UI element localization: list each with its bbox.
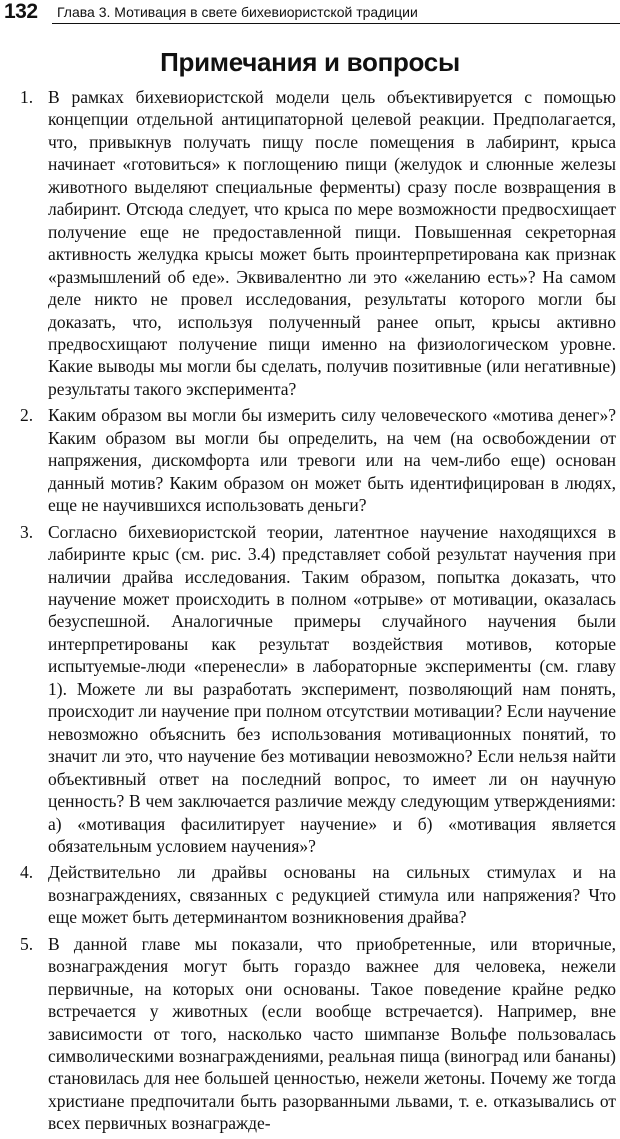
list-item (0, 86, 620, 400)
running-head: Глава 3. Мотивация в свете бихевиористской традиции (57, 4, 418, 20)
item-text: Действительно ли драйвы основаны на сильных стимулах и на вознаграждениях, связанных с редукцией стимула или напряжения? Что еще может быть детерминантом возникновения драйва? (48, 862, 616, 928)
section-title: Примечания и вопросы (160, 47, 460, 77)
item-text: В данной главе мы показали, что приобретенные, или вторичные, вознаграждения могут быть гораздо важнее для человека, нежели первичные, на которых они основаны. Такое поведение крайне редко встречается у животных (если вообще встречается). Например, вне зависимости от того, насколько часто шимпанзе Вольфе пользовалась символическими вознаграждениями, реальная пища (виноград или бананы) становилась для нее большей ценностью, нежели жетоны. Почему же тогда христиане предпочитали быть разорванными львами, т. е. отказывались от всех первичных вознагражде- (48, 933, 616, 1134)
item-number: 3. (20, 521, 34, 542)
page-header (0, 0, 620, 26)
item-text: В рамках бихевиористской модели цель объективируется с помощью концепции отдельной антиципаторной целевой реакции. Предполагается, что, привыкнув получать пищу после помещения в лабиринт, крыса начинает «готовиться» к поглощению пищи (желудок и слюнные железы животного выделяют специальные ферменты) сразу после возвращения в лабиринт. Отсюда следует, что крыса по мере возможности предвосхищает получение еще не предоставленной пищи. Повышенная секреторная активность желудка крысы может быть проинтерпретирована как признак «размышлений об еде». Эквивалентно ли это «желанию есть»? На самом деле никто не провел исследования, результаты которого могли бы доказать, что, используя полученный ранее опыт, крысы активно предвосхищают получение пищи именно на физиологическом уровне. Какие выводы мы могли бы сделать, получив позитивные (или негативные) результаты такого эксперимента? (48, 87, 616, 399)
list-item (0, 404, 620, 516)
item-text: Согласно бихевиористской теории, латентное научение находящихся в лабиринте крыс (см. рис. 3.4) представляет собой результат научения при наличии драйва исследования. Таким образом, попытка доказать, что научение может происходить в полном «отрыве» от мотивации, оказалась безуспешной. Аналогичные примеры случайного научения были интерпретированы как результат воздействия мотивов, которые испытуемые-люди «перенесли» в лабораторные эксперименты (см. главу 1). Можете ли вы разработать эксперимент, позволяющий нам понять, происходит ли научение при полном отсутствии мотивации? Если научение невозможно объяснить без использования мотивационных понятий, то значит ли это, что научение без мотивации невозможно? Если нельзя найти объективный ответ на последний вопрос, то имеет ли он научную ценность? В чем заключается различие между следующим утверждениями: а) «мотивация фасилитирует научение» и б) «мотивация является обязательным условием научения»? (48, 521, 616, 856)
item-number: 2. (20, 405, 34, 426)
item-text: Каким образом вы могли бы измерить силу человеческого «мотива денег»? Каким образом вы могли бы определить, на чем (на освобождении от напряжения, дискомфорта или тревоги или на чем-либо еще) основан данный мотив? Каким образом он может быть идентифицирован в людях, еще не научившихся использовать деньги? (48, 405, 616, 516)
item-number: 1. (20, 87, 34, 107)
item-number: 4. (20, 862, 34, 883)
list-item (0, 861, 620, 928)
item-number: 5. (20, 933, 34, 954)
page-number: 132 (4, 0, 38, 23)
list-item (0, 933, 620, 1135)
header-rule (52, 23, 620, 24)
questions-list (0, 86, 620, 1139)
list-item (0, 521, 620, 858)
